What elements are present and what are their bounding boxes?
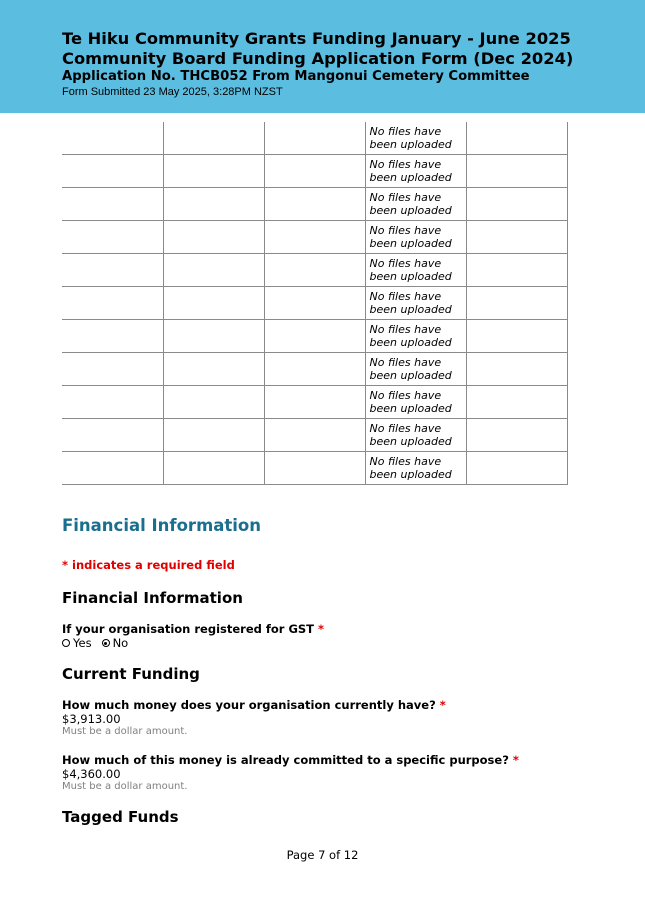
table-cell [62,452,163,485]
table-cell [466,122,567,155]
files-status-cell: No files have been uploaded [365,452,466,485]
files-status-cell: No files have been uploaded [365,155,466,188]
files-status-cell: No files have been uploaded [365,353,466,386]
table-cell [466,155,567,188]
table-cell [466,452,567,485]
table-cell [62,254,163,287]
gst-option-yes-label: Yes [73,636,92,650]
files-status-cell: No files have been uploaded [365,254,466,287]
table-row [62,254,567,287]
table-cell [62,287,163,320]
table-cell [163,452,264,485]
table-cell [264,287,365,320]
required-field-note: * indicates a required field [62,558,235,572]
files-status-cell: No files have been uploaded [365,386,466,419]
table-cell [264,452,365,485]
gst-question [62,622,582,650]
table-cell [163,221,264,254]
table-row [62,353,567,386]
files-status-cell: No files have been uploaded [365,320,466,353]
table-cell [163,320,264,353]
gst-label [62,622,582,636]
committed-money-label-text: How much of this money is already committed to a specific purpose? [62,753,509,767]
table-cell [466,254,567,287]
table-cell [264,419,365,452]
form-title-line1: Te Hiku Community Grants Funding January - June 2025 [62,29,571,48]
radio-selected-icon [102,639,110,647]
current-money-value: $3,913.00 [62,712,121,726]
uploaded-files-table [62,122,568,485]
table-cell [62,353,163,386]
current-money-label-text: How much money does your organisation currently have? [62,698,436,712]
table-cell [466,287,567,320]
table-cell [62,155,163,188]
table-cell [163,155,264,188]
table-row [62,221,567,254]
financial-section [62,516,582,826]
committed-money-question [62,753,582,793]
table-cell [62,122,163,155]
table-row [62,122,567,155]
table-cell [466,221,567,254]
page-header [0,0,645,113]
table-row [62,386,567,419]
table-cell [264,353,365,386]
form-title-line2: Community Board Funding Application Form (Dec 2024) [62,49,574,68]
files-status-cell: No files have been uploaded [365,419,466,452]
committed-money-label [62,753,582,767]
submission-date: Form Submitted 23 May 2025, 3:28PM NZST [62,86,283,98]
table-cell [264,122,365,155]
subsection-title-financial: Financial Information [62,589,243,607]
table-row [62,419,567,452]
committed-money-hint: Must be a dollar amount. [62,781,188,792]
table-cell [62,188,163,221]
table-cell [163,386,264,419]
committed-money-value: $4,360.00 [62,767,121,781]
radio-unselected-icon [62,639,70,647]
table-cell [264,188,365,221]
table-cell [264,320,365,353]
current-money-hint: Must be a dollar amount. [62,726,188,737]
application-number: Application No. THCB052 From Mangonui Cemetery Committee [62,69,530,84]
files-status-cell: No files have been uploaded [365,287,466,320]
current-money-label [62,698,582,712]
required-asterisk: * [318,622,325,636]
table-cell [163,254,264,287]
table-row [62,452,567,485]
gst-options [62,636,582,650]
table-cell [264,155,365,188]
table-cell [163,287,264,320]
files-status-cell: No files have been uploaded [365,122,466,155]
gst-option-yes[interactable] [62,636,92,650]
subsection-title-current-funding: Current Funding [62,665,200,683]
table-cell [264,221,365,254]
table-row [62,320,567,353]
table-row [62,188,567,221]
table-cell [466,419,567,452]
table-cell [264,254,365,287]
table-cell [466,386,567,419]
gst-option-no-label: No [112,636,129,650]
required-asterisk: * [512,753,519,767]
table-row [62,155,567,188]
table-cell [466,353,567,386]
table-cell [466,188,567,221]
files-status-cell: No files have been uploaded [365,188,466,221]
files-table-body [62,122,567,485]
section-title: Financial Information [62,516,262,535]
required-asterisk: * [439,698,446,712]
page-number: Page 7 of 12 [286,848,359,862]
files-status-cell: No files have been uploaded [365,221,466,254]
current-money-question [62,698,582,738]
table-cell [163,419,264,452]
table-cell [62,320,163,353]
table-cell [163,188,264,221]
table-cell [264,386,365,419]
gst-label-text: If your organisation registered for GST [62,622,315,636]
table-row [62,287,567,320]
table-cell [62,386,163,419]
table-cell [62,221,163,254]
table-cell [62,419,163,452]
table-cell [163,122,264,155]
table-cell [466,320,567,353]
gst-option-no[interactable] [102,636,129,650]
subsection-title-tagged-funds: Tagged Funds [62,808,179,826]
table-cell [163,353,264,386]
